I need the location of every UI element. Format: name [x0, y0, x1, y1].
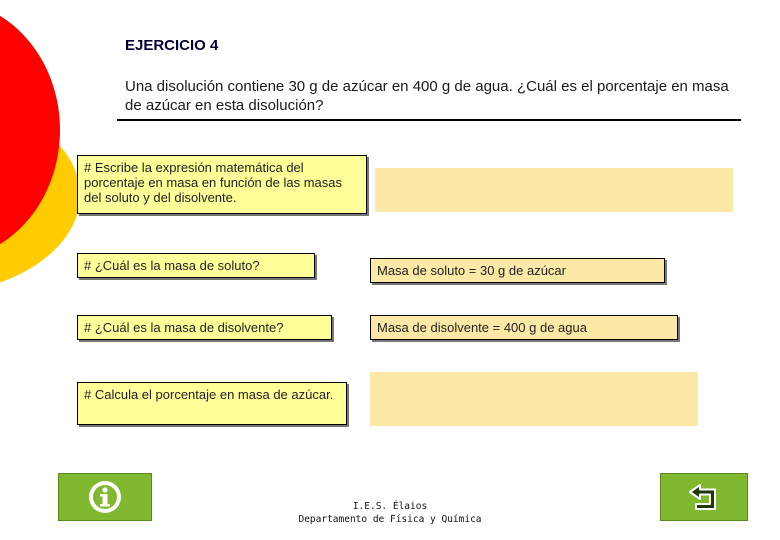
answer-2-text: Masa de soluto = 30 g de azúcar [377, 263, 566, 278]
info-button[interactable] [58, 473, 152, 521]
info-icon [87, 479, 123, 515]
question-1-box[interactable] [77, 155, 367, 214]
question-4-label: # Calcula el porcentaje en masa de azúcar. [84, 387, 334, 402]
return-button[interactable] [660, 473, 748, 521]
exercise-title: EJERCICIO 4 [125, 37, 219, 54]
question-2-box[interactable] [77, 253, 315, 278]
question-3-box[interactable] [77, 315, 332, 340]
divider-line [117, 119, 741, 121]
answer-2-box[interactable] [370, 258, 665, 283]
answer-4-box[interactable] [370, 372, 698, 426]
answer-3-text: Masa de disolvente = 400 g de agua [377, 320, 587, 335]
footer-department: Departamento de Física y Química [298, 514, 482, 525]
question-1-label: # Escribe la expresión matemática del porcentaje en masa en función de las masas del soluto y del disolvente. [84, 160, 342, 205]
return-arrow-icon [686, 481, 722, 513]
answer-3-box[interactable] [370, 315, 678, 340]
footer [290, 500, 490, 526]
question-3-label: # ¿Cuál es la masa de disolvente? [84, 320, 284, 335]
question-4-box[interactable] [77, 382, 347, 425]
footer-school: I.E.S. Élaios [352, 501, 428, 512]
question-2-label: # ¿Cuál es la masa de soluto? [84, 258, 260, 273]
exercise-statement: Una disolución contiene 30 g de azúcar en 400 g de agua. ¿Cuál es el porcentaje en masa de azúcar en esta disolución? [125, 78, 729, 114]
answer-1-box[interactable] [375, 168, 733, 212]
